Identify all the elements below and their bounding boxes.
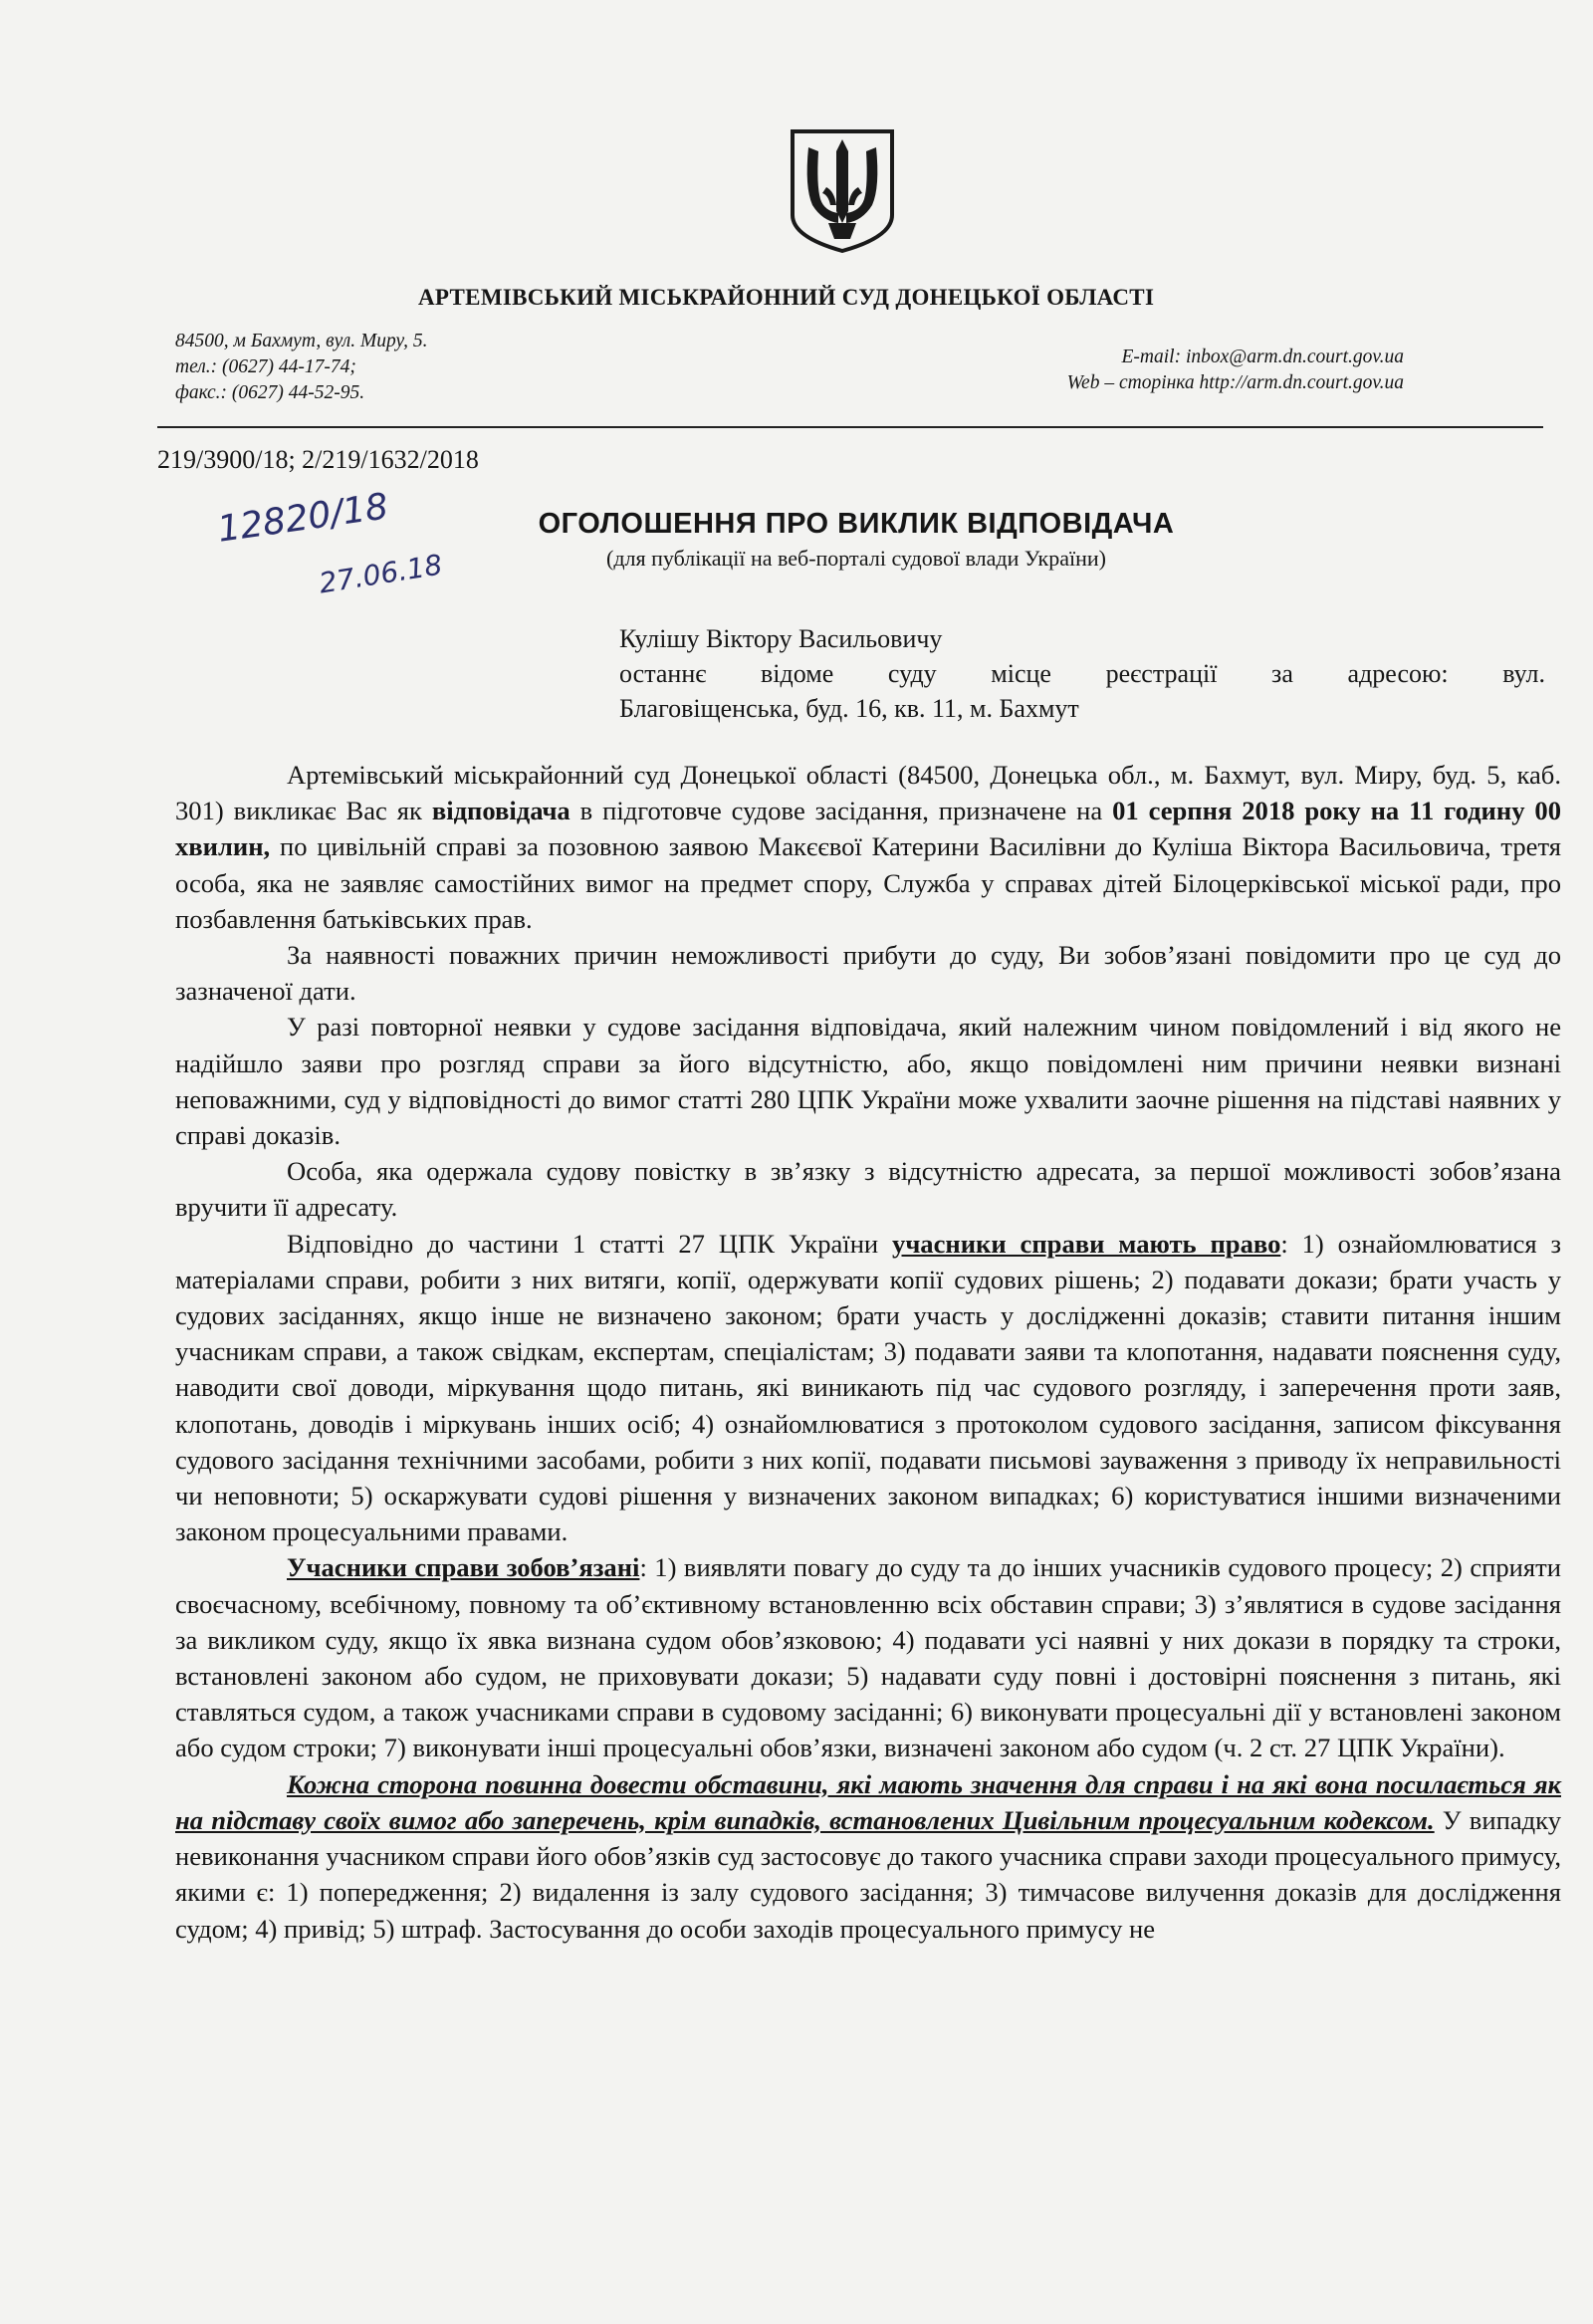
burden-of-proof-bold: Кожна сторона повинна довести обставини, які мають значення для справи і на які вона посилається як на підставу своїх вимог або заперечень, крім випадків, встановлених Цивільним процесуальним кодексом.: [175, 1768, 1561, 1835]
default-judgment-paragraph: У разі повторної неявки у судове засідання відповідача, який належним чином повідомлений і від якого не надійшло заяви про розгляд справи за його відсутністю, або, якщо повідомлені ним причини неявки визнані неповажними, суд у відповідності до вимог статті 280 ЦПК України може ухвалити заочне рішення на підставі наявних у справі доказів.: [175, 1012, 1561, 1151]
court-contacts-left: [175, 329, 554, 406]
notice-body: [175, 757, 1561, 1947]
court-phone: тел.: (0627) 44-17-74;: [175, 356, 356, 377]
text-run: Артемівський міськрайонний суд Донецької області (84500, Донецька обл., м. Бахмут, вул. Миру, буд. 5, каб. 301) викликає Вас як: [175, 760, 1561, 826]
valid-reasons-paragraph: За наявності поважних причин неможливості прибути до суду, Ви зобов’язані повідомити про це суд до зазначеної дати.: [175, 940, 1561, 1007]
text-run: : 1) виявляти повагу до суду та до інших учасників судового процесу; 2) сприяти своєчасному, всебічному, повному та об’єктивному встановленню всіх обставин справи; 3) з’являтися в судове засідання за викликом суду, якщо їх явка визнана судом обов’язковою; 4) подавати усі наявні у них докази в порядку та строки, встановлені законом або судом, не приховувати докази; 5) надавати суду повні і достовірні пояснення з питань, які ставляться судом, а також учасниками справи в судовому засіданні; 6) виконувати процесуальні дії у встановлені законом або судом строки; 7) виконувати інші процесуальні обов’язки, визначені законом або судом (ч. 2 ст. 27 ЦПК України).: [175, 1552, 1562, 1763]
document-subtitle: (для публікації на веб-порталі судової влади України): [606, 546, 1106, 571]
case-numbers: 219/3900/18; 2/219/1632/2018: [157, 445, 479, 474]
recipient-address-line: останнє відоме суду місце реєстрації за адресою: вул.: [619, 659, 1545, 688]
handwritten-date: 27.06.18: [317, 548, 445, 600]
text-run: в підготовче судове засідання, призначене на: [569, 796, 1113, 826]
handwritten-registration-number: 12820/18: [214, 486, 391, 551]
text-run: У випадку невиконання учасником справи його обов’язків суд застосовує до такого учасника справи заходи процесуального примусу, якими є: 1) попередження; 2) видалення із залу судового засідання; 3) тимчасове вилучення доказів для дослідження судом; 4) привід; 5) штраф. Застосування до особи заходів процесуального примусу не: [175, 1804, 1561, 1944]
recipient-address-line: Благовіщенська, буд. 16, кв. 11, м. Бахмут: [619, 694, 1079, 723]
role-bold: відповідача: [431, 796, 570, 826]
duties-heading: Учасники справи зобов’язані: [287, 1552, 640, 1583]
court-contacts-right: [886, 345, 1404, 396]
court-name: АРТЕМІВСЬКИЙ МІСЬКРАЙОННИЙ СУД ДОНЕЦЬКОЇ ОБЛАСТІ: [418, 285, 1155, 310]
participants-duties-paragraph: [175, 1549, 1561, 1765]
recipient-name: Кулішу Віктору Васильовичу: [619, 624, 943, 653]
court-email: E-mail: inbox@arm.dn.court.gov.ua: [1121, 347, 1404, 367]
text-run: Відповідно до частини 1 статті 27 ЦПК України: [287, 1228, 893, 1259]
text-run: по цивільній справі за позовною заявою Макєєвої Катерини Василівни до Куліша Віктора Васильовича, третя особа, яка не заявляє самостійних вимог на предмет спору, Служба у справах дітей Білоцерківської міської ради, про позбавлення батьківських прав.: [175, 831, 1561, 934]
court-website: Web – сторінка http://arm.dn.court.gov.ua: [1066, 372, 1404, 393]
document-title: ОГОЛОШЕННЯ ПРО ВИКЛИК ВІДПОВІДАЧА: [538, 508, 1175, 540]
rights-heading: учасники справи мають право: [892, 1228, 1281, 1259]
recipient-block: [619, 621, 1545, 726]
burden-of-proof-paragraph: [175, 1766, 1561, 1947]
hearing-date-bold: 01 серпня 2018 року на 11 годину 00 хвилин,: [175, 796, 1561, 862]
trident-emblem-icon: [783, 127, 902, 253]
court-fax: факс.: (0627) 44-52-95.: [175, 382, 365, 403]
text-run: : 1) ознайомлюватися з матеріалами справи, робити з них витяги, копії, одержувати копії судових рішень; 2) подавати докази; брати участь у судових засіданнях, якщо інше не визначено законом; брати участь у дослідженні доказів; ставити питання іншим учасникам справи, а також свідкам, експертам, спеціалістам; 3) подавати заяви та клопотання, надавати пояснення суду, наводити свої доводи, міркування щодо питань, які виникають під час судового розгляду, і заперечення проти заяв, клопотань, доводів і міркувань інших осіб; 4) ознайомлюватися з протоколом судового засідання, записом фіксування судового засідання технічними засобами, робити з них копії, подавати письмові зауваження з приводу їх неправильності чи неповноти; 5) оскаржувати судові рішення у визначених законом випадках; 6) користуватися іншими визначеними законом процесуальними правами.: [175, 1228, 1562, 1547]
header-divider: [157, 426, 1543, 428]
summons-paragraph: [175, 757, 1561, 937]
participants-rights-paragraph: [175, 1226, 1561, 1550]
court-address: 84500, м Бахмут, вул. Миру, 5.: [175, 331, 428, 351]
summons-delivery-paragraph: Особа, яка одержала судову повістку в зв’язку з відсутністю адресата, за першої можливості зобов’язана вручити її адресату.: [175, 1156, 1561, 1223]
